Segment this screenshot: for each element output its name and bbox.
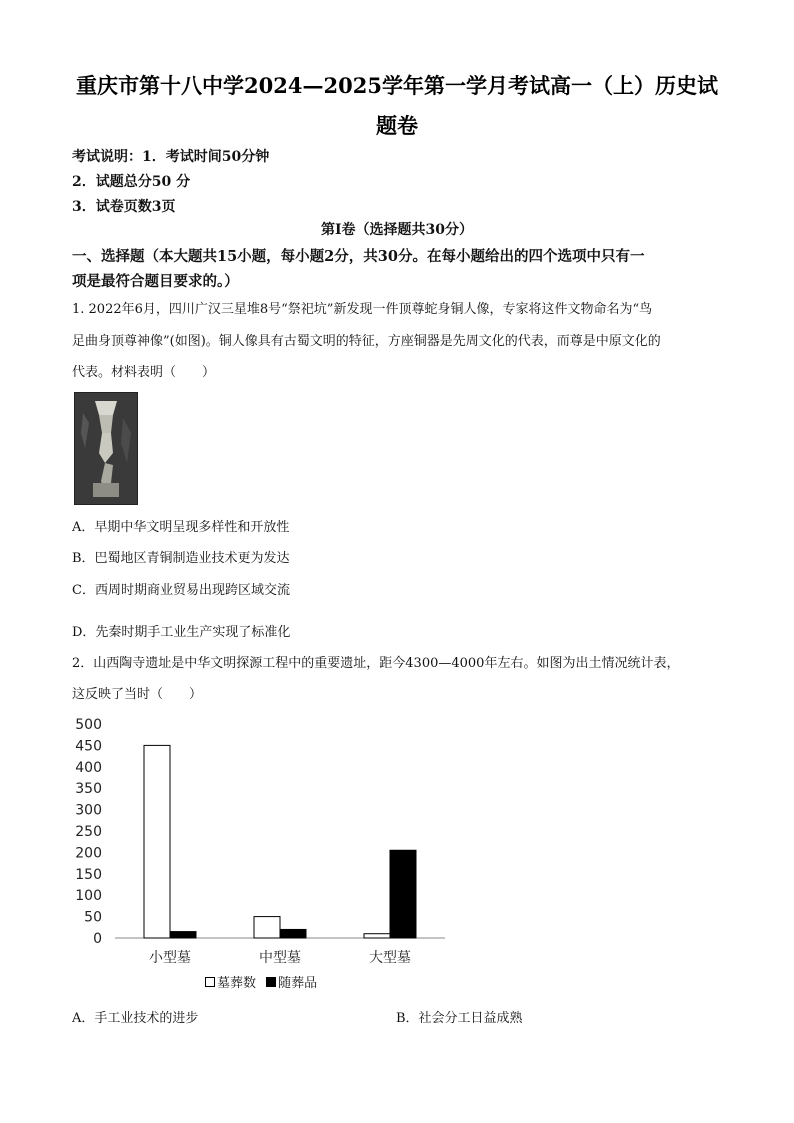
bronze-figure-photo: [74, 392, 138, 505]
q2-stem-line2: 这反映了当时（ ）: [72, 687, 203, 702]
q1-option-c: C．西周时期商业贸易出现跨区域交流: [72, 583, 290, 598]
q2-stem-line1: 2．山西陶寺遗址是中华文明探源工程中的重要遗址，距今4300—4000年左右。如图为出土情况统计表，: [72, 656, 680, 671]
bar-grave-goods-2: [390, 850, 416, 938]
y-tick-label: 0: [93, 931, 102, 947]
q1-stem-line2: 足曲身顶尊神像”(如图)。铜人像具有古蜀文明的特征，方座铜器是先周文化的代表，而尊是中原文化的: [72, 334, 661, 349]
instruction-pages: 3．试卷页数3页: [72, 199, 176, 215]
q1-option-b: B．巴蜀地区青铜制造业技术更为发达: [72, 551, 290, 566]
section-heading: 第Ⅰ卷（选择题共30分）: [320, 222, 474, 238]
section-desc-line1: 一、选择题（本大题共15小题，每小题2分，共30分。在每小题给出的四个选项中只有一: [72, 248, 645, 265]
burial-statistics-chart: [60, 712, 460, 997]
y-tick-label: 100: [75, 888, 102, 905]
legend-swatch-burials: [205, 977, 215, 987]
q1-option-a: A．早期中华文明呈现多样性和开放性: [72, 520, 290, 535]
legend-label-grave-goods: 随葬品: [278, 976, 318, 991]
section-desc-line2: 项是最符合题目要求的。）: [72, 273, 239, 290]
legend-swatch-grave-goods: [266, 977, 276, 987]
y-tick-label: 50: [84, 909, 102, 926]
chart-legend: [205, 972, 317, 991]
bar-grave-goods-1: [280, 929, 306, 938]
exam-title-line2: 题卷: [376, 113, 418, 138]
bronze-figure-image: [75, 393, 137, 504]
q2-option-b: B．社会分工日益成熟: [396, 1011, 523, 1026]
q1-stem-line1: 1. 2022年6月，四川广汉三星堆8号“祭祀坑”新发现一件顶尊蛇身铜人像，专家将这件文物命名为“鸟: [72, 302, 653, 317]
legend-label-burials: 墓葬数: [217, 976, 257, 991]
y-tick-label: 150: [75, 866, 102, 883]
y-tick-label: 300: [75, 802, 102, 819]
bar-burials-0: [144, 745, 170, 938]
bar-burials-2: [364, 934, 390, 938]
instruction-time: 考试说明：1．考试时间50分钟: [72, 149, 270, 165]
y-tick-label: 200: [75, 845, 102, 862]
y-tick-label: 350: [75, 781, 102, 798]
y-tick-label: 450: [75, 738, 102, 755]
q1-option-d: D．先秦时期手工业生产实现了标准化: [72, 625, 291, 640]
instruction-score: 2．试题总分50 分: [72, 174, 191, 190]
x-category-label: 小型墓: [149, 950, 191, 966]
q2-option-a: A．手工业技术的进步: [72, 1011, 199, 1026]
bar-grave-goods-0: [170, 932, 196, 938]
x-category-label: 大型墓: [369, 950, 411, 966]
y-tick-label: 400: [75, 759, 102, 776]
y-tick-label: 250: [75, 824, 102, 840]
bar-burials-1: [254, 917, 280, 938]
exam-title-line1: 重庆市第十八中学2024—2025学年第一学月考试高一（上）历史试: [76, 73, 718, 98]
y-tick-label: 500: [75, 717, 102, 733]
x-category-label: 中型墓: [259, 950, 301, 966]
q1-stem-line3: 代表。材料表明（ ）: [72, 365, 216, 380]
